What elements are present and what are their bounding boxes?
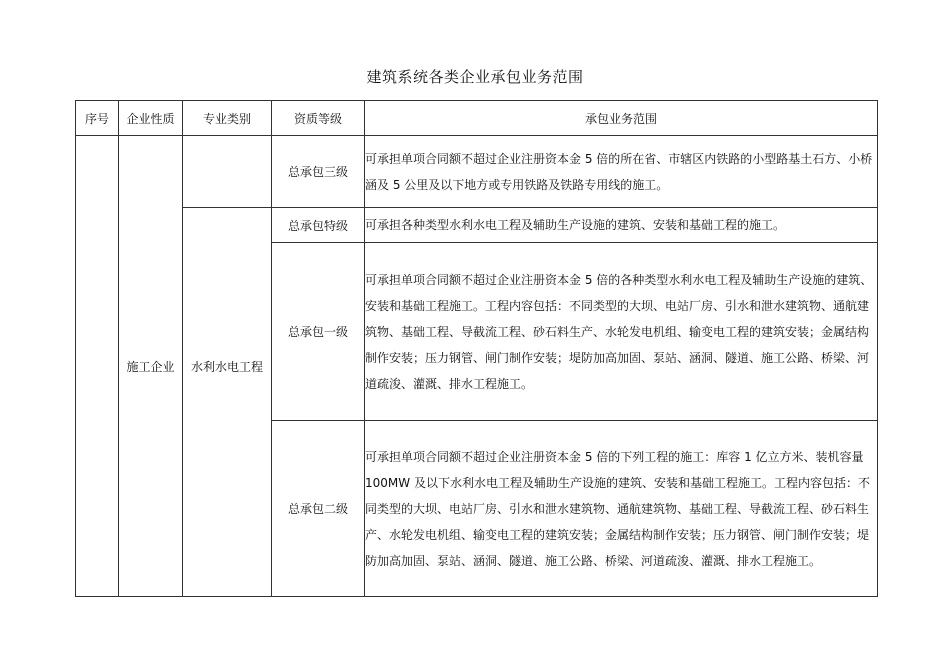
scope-cell: 可承担单项合同额不超过企业注册资本金 5 倍的各种类型水利水电工程及辅助生产设施的建筑、安装和基础工程施工。工程内容包括：不同类型的大坝、电站厂房、引水和泄水建筑物、通航建筑物、基础工程、导截流工程、砂石料生产、水轮发电机组、输变电工程的建筑安装；金属结构制作安装；压力钢管、闸门制作安装；堤防加高加固、泵站、涵洞、隧道、施工公路、桥梁、河道疏浚、灌溉、排水工程施工。 [365,243,878,421]
scope-cell: 可承担单项合同额不超过企业注册资本金 5 倍的下列工程的施工：库容 1 亿立方米、装机容量 100MW 及以下水利水电工程及辅助生产设施的建筑、安装和基础工程施工。工程内容包括：不同类型的大坝、电站厂房、引水和泄水建筑物、通航建筑物、基础工程、导截流工程、砂石料生产、水轮发电机组、输变电工程的建筑安装；金属结构制作安装；压力钢管、闸门制作安装；堤防加高加固、泵站、涵洞、隧道、施工公路、桥梁、河道疏浚、灌溉、排水工程施工。 [365,421,878,597]
header-scope: 承包业务范围 [365,101,878,136]
specialty-cell [183,208,272,597]
grade-cell: 总承包特级 [272,208,365,243]
header-enterprise-type: 企业性质 [119,101,183,136]
header-specialty: 专业类别 [183,101,272,136]
enterprise-type-cell: 施工企业 [119,136,183,597]
grade-cell: 总承包三级 [272,136,365,208]
table-row [76,136,878,208]
table-header-row [76,101,878,136]
page-title: 建筑系统各类企业承包业务范围 [366,68,584,86]
table-row [76,208,878,243]
index-cell [76,136,119,597]
header-grade: 资质等级 [272,101,365,136]
grade-cell: 总承包一级 [272,243,365,421]
scope-cell: 可承担各种类型水利水电工程及辅助生产设施的建筑、安装和基础工程的施工。 [365,208,878,243]
header-index: 序号 [76,101,119,136]
business-scope-table [75,100,878,597]
specialty-label: 水利水电工程 [190,360,263,374]
scope-cell: 可承担单项合同额不超过企业注册资本金 5 倍的所在省、市辖区内铁路的小型路基土石方、小桥涵及 5 公里及以下地方或专用铁路及铁路专用线的施工。 [365,136,878,208]
grade-cell: 总承包二级 [272,421,365,597]
specialty-cell-empty [183,136,272,208]
